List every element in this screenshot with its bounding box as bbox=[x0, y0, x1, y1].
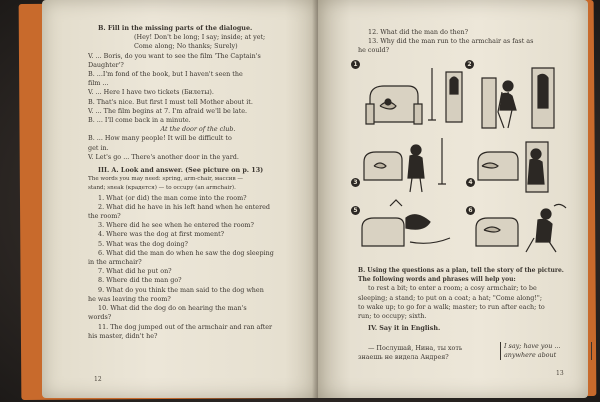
question-line: in the armchair? bbox=[88, 258, 142, 267]
note-line: The words you may need: spring, arm-chair, массив — bbox=[88, 176, 243, 183]
page-number-right: 13 bbox=[556, 370, 564, 377]
question-line: 9. What do you think the man said to the dog when bbox=[98, 285, 264, 294]
question-line: 5. What was the dog doing? bbox=[98, 239, 188, 248]
panel-1-illustration bbox=[366, 68, 462, 124]
question-line: 8. Where did the man go? bbox=[98, 276, 182, 285]
panel-6-illustration bbox=[476, 204, 566, 252]
text-line: Come along; No thanks; Surely) bbox=[134, 42, 238, 51]
phrase-line: sleeping; a stand; to put on a coat; a hat; "Come along!"; bbox=[358, 293, 543, 302]
text-line: Daughter'? bbox=[88, 60, 124, 69]
question-line: 11. The dog jumped out of the armchair and ran after bbox=[98, 322, 273, 331]
section-b-title: B. Using the questions as a plan, tell the story of the picture. bbox=[358, 267, 564, 274]
question-line: 4. Where was the dog at first moment? bbox=[98, 230, 225, 239]
phrase-line: to wake up; to go for a walk; master; to run after each; to bbox=[358, 302, 545, 311]
section-b-title: B. Fill in the missing parts of the dialogue. bbox=[98, 24, 253, 32]
story-illustrations bbox=[350, 58, 580, 264]
picture-number-3: 3 bbox=[351, 178, 360, 187]
dialogue-text bbox=[358, 344, 478, 362]
dialogue-line: знаешь не видела Андрея? bbox=[358, 353, 449, 362]
dialogue-line: — Послушай, Нина, ты хоть bbox=[368, 344, 463, 352]
question-line: words? bbox=[88, 313, 112, 322]
question-line: 12. What did the man do then? bbox=[368, 28, 469, 36]
text-line: film ... bbox=[88, 79, 109, 88]
phrase-line: run; to occupy; sixth. bbox=[358, 312, 427, 321]
text-line: (Hey! Don't be long; I say; inside; at yet; bbox=[134, 33, 266, 42]
question-line: his master, didn't he? bbox=[88, 331, 158, 340]
text-line: V. ... Boris, do you want to see the film 'The Captain's bbox=[88, 51, 261, 60]
bracket-hint bbox=[500, 342, 592, 360]
text-line: V. Let's go ... There's another door in the yard. bbox=[88, 152, 239, 161]
text-line: At the door of the club. bbox=[160, 125, 236, 134]
panel-4-illustration bbox=[478, 142, 548, 192]
text-line: V. ... The film begins at 7. I'm afraid we'll be late. bbox=[88, 106, 248, 115]
picture-number-2: 2 bbox=[465, 60, 474, 69]
section-b-subtitle: The following words and phrases will help you: bbox=[358, 276, 516, 284]
text-line: B. ... How many people! It will be difficult to bbox=[88, 134, 232, 143]
picture-number-5: 5 bbox=[351, 206, 360, 215]
left-page-text bbox=[88, 24, 308, 341]
page-number-left: 12 bbox=[94, 376, 102, 383]
right-page bbox=[318, 0, 588, 398]
text-line: get in. bbox=[88, 143, 109, 152]
bracket-line: anywhere about bbox=[504, 351, 557, 360]
question-line: he was leaving the room? bbox=[88, 294, 171, 303]
note-line: stand; sneak (крадется) — to occupy (an armchair). bbox=[88, 185, 236, 192]
section-iii-title: III. A. Look and answer. (See picture on p. 13) bbox=[98, 166, 264, 175]
picture-number-4: 4 bbox=[466, 178, 475, 187]
open-book bbox=[28, 0, 592, 398]
question-line: 3. Where did he see when he entered the room? bbox=[98, 221, 254, 230]
panel-5-illustration bbox=[362, 200, 450, 246]
text-line: V. ... Here I have two tickets (Билеты). bbox=[88, 88, 214, 97]
question-line: he could? bbox=[358, 46, 390, 55]
question-line: 10. What did the dog do on hearing the man's bbox=[98, 304, 247, 313]
question-line: 6. What did the man do when he saw the dog sleeping bbox=[98, 248, 274, 257]
bracket-line: I say; have you ... bbox=[504, 342, 561, 350]
left-page bbox=[42, 0, 318, 398]
section-iv-title: IV. Say it in English. bbox=[368, 324, 441, 333]
panel-2-illustration bbox=[482, 68, 554, 128]
question-line: 1. What (or did) the man come into the room? bbox=[98, 193, 247, 202]
panel-3-illustration bbox=[364, 138, 446, 192]
question-line: 2. What did he have in his left hand when he entered bbox=[98, 202, 270, 211]
question-line: 13. Why did the man run to the armchair as fast as bbox=[368, 37, 534, 46]
question-line: the room? bbox=[88, 212, 121, 221]
text-line: B. ...I'm fond of the book, but I haven't seen the bbox=[88, 70, 243, 79]
text-line: B. ... I'll come back in a minute. bbox=[88, 116, 191, 125]
right-top-text bbox=[358, 28, 578, 56]
picture-number-6: 6 bbox=[466, 206, 475, 215]
phrase-line: to rest a bit; to enter a room; a cosy armchair; to be bbox=[368, 284, 537, 293]
text-line: B. That's nice. But first I must tell Mother about it. bbox=[88, 97, 253, 106]
right-bottom-text bbox=[358, 266, 580, 333]
question-line: 7. What did he put on? bbox=[98, 267, 172, 276]
picture-number-1: 1 bbox=[351, 60, 360, 69]
